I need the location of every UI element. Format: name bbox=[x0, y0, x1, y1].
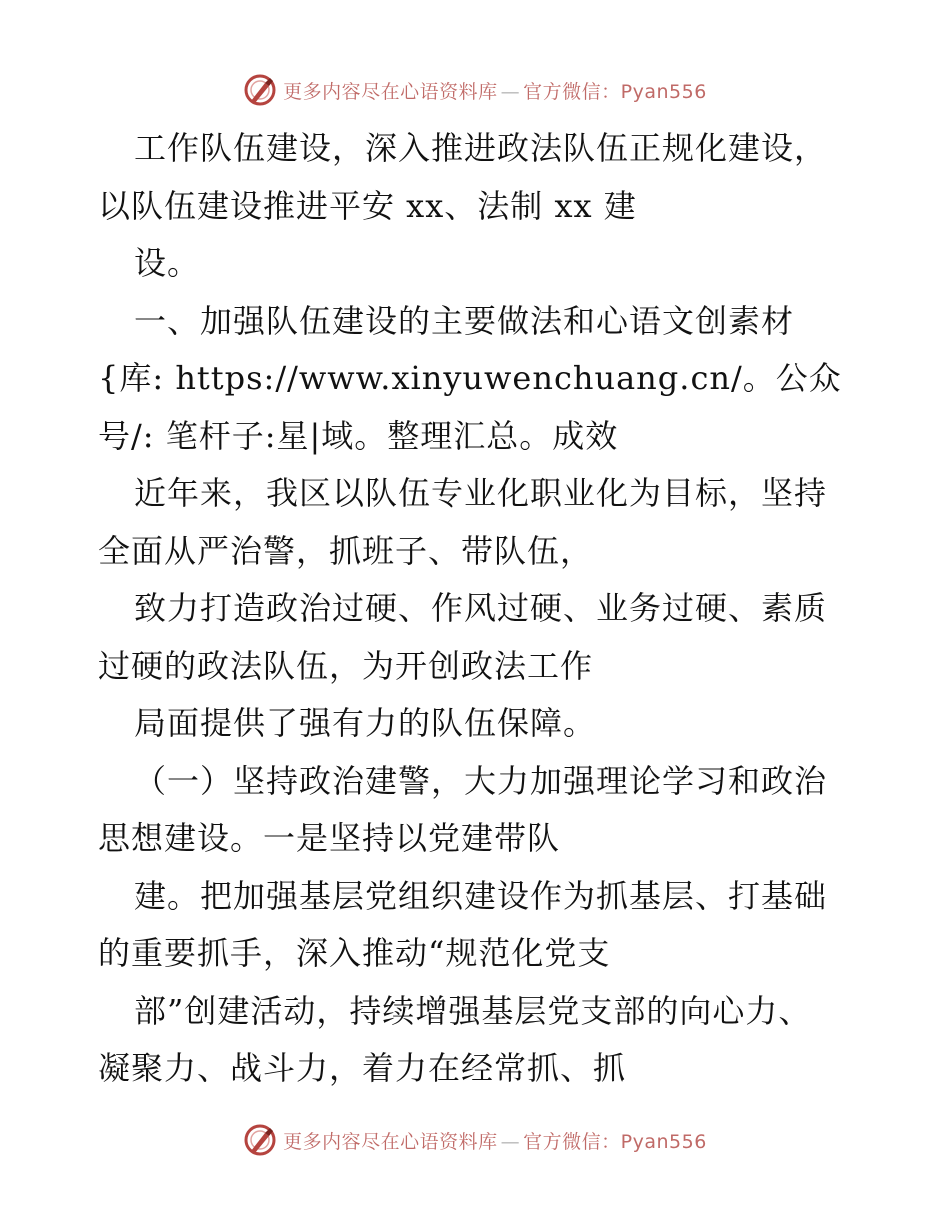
banner-title: 更多内容尽在心语资料库 bbox=[283, 80, 498, 103]
text-line: 部”创建活动，持续增强基层党支部的向心力、 bbox=[134, 991, 812, 1030]
footer-banner-text bbox=[283, 1127, 707, 1154]
pen-logo-icon bbox=[243, 1123, 277, 1157]
header-banner bbox=[0, 70, 950, 110]
banner-title: 更多内容尽在心语资料库 bbox=[283, 1130, 498, 1153]
pen-logo-icon bbox=[243, 73, 277, 107]
document-body bbox=[98, 120, 858, 1098]
banner-separator: — bbox=[500, 1130, 521, 1153]
text-line: 致力打造政治过硬、作风过硬、业务过硬、素质 bbox=[134, 589, 828, 627]
text-line: 凝聚力、战斗力，着力在经常抓、抓 bbox=[98, 1049, 627, 1087]
text-line: 近年来，我区以队伍专业化职业化为目标，坚持 bbox=[134, 474, 828, 512]
text-line: 的重要抓手，深入推动“规范化党支 bbox=[98, 934, 611, 972]
footer-banner bbox=[0, 1120, 950, 1160]
text-line: 建。把加强基层党组织建设作为抓基层、打基础 bbox=[134, 876, 828, 915]
text-line: 思想建设。一是坚持以党建带队 bbox=[98, 819, 561, 857]
header-banner-text bbox=[283, 77, 707, 104]
banner-contact: 官方微信：Pyan556 bbox=[523, 80, 707, 103]
subsection-heading: （一）坚持政治建警，大力加强理论学习和政治 bbox=[134, 761, 828, 800]
text-line: 设。 bbox=[134, 244, 201, 282]
banner-contact: 官方微信：Pyan556 bbox=[523, 1130, 707, 1153]
text-line: 以队伍建设推进平安 xx、法制 xx 建 bbox=[98, 186, 637, 225]
text-line: 局面提供了强有力的队伍保障。 bbox=[134, 704, 597, 742]
banner-separator: — bbox=[500, 80, 521, 103]
text-line: 过硬的政法队伍，为开创政法工作 bbox=[98, 646, 594, 685]
text-line: {库: https://www.xinyuwenchuang.cn/。公众 bbox=[98, 359, 842, 397]
section-heading: 一、加强队伍建设的主要做法和心语文创素材 bbox=[134, 301, 795, 340]
text-line: 号/: 笔杆子:星|域。整理汇总。成效 bbox=[98, 416, 619, 455]
text-line: 全面从严治警，抓班子、带队伍， bbox=[98, 531, 594, 570]
text-line: 工作队伍建设，深入推进政法队伍正规化建设， bbox=[134, 129, 828, 167]
